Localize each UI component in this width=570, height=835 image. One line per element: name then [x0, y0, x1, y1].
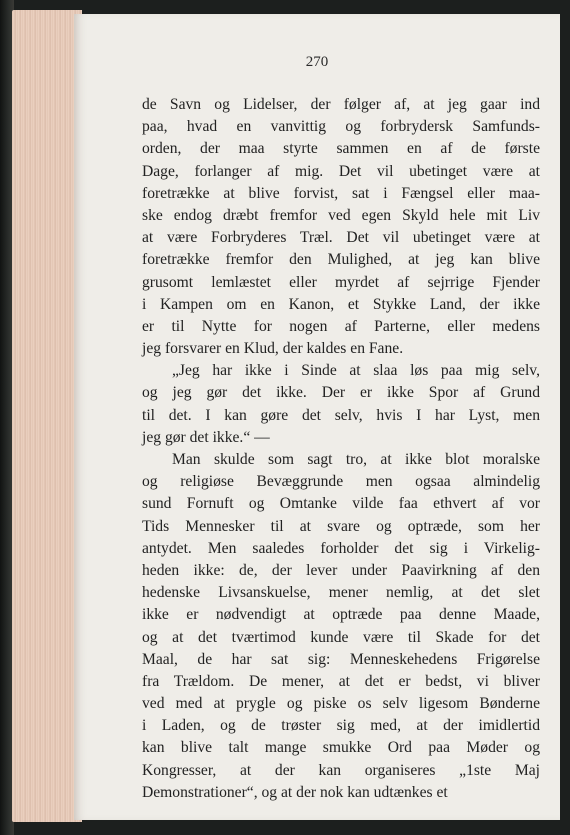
text-line: orden, der maa styrte sammen en af de første	[142, 140, 540, 158]
text-line: sund Fornuft og Omtanke vilde faa ethvert af vor	[142, 495, 540, 513]
text-line: Man skulde som sagt tro, at ikke blot moralske	[172, 451, 540, 468]
text-line: til det. I kan gøre det selv, hvis I har Lyst, men	[142, 406, 540, 424]
text-line: grusomt lemlæstet eller myrdet af sejrrige Fjender	[142, 273, 540, 291]
page-edges	[12, 10, 82, 822]
text-line: Tids Mennesker til at svare og optræde, som her	[142, 517, 540, 535]
text-line: de Savn og Lidelser, der følger af, at jeg gaar ind	[142, 96, 540, 113]
text-line: jeg gør det ikke.“ —	[142, 428, 270, 446]
text-line: foretrække at blive forvist, sat i Fængsel eller maa-	[142, 184, 540, 202]
text-line: jeg forsvarer en Klud, der kaldes en Fane.	[142, 340, 404, 358]
text-line: kan blive talt mange smukke Ord paa Møder og	[142, 739, 540, 757]
text-line: paa, hvad en vanvittig og forbrydersk Samfunds-	[142, 118, 540, 136]
text-line: ved med at prygle og piske os selv ligesom Bønderne	[142, 695, 540, 713]
text-line: hedenske Livsanskuelse, mener nemlig, at det slet	[142, 584, 540, 602]
text-line: ikke er nødvendigt at optræde paa denne Maade,	[142, 606, 540, 624]
text-line: foretrække fremfor den Mulighed, at jeg kan blive	[142, 251, 540, 269]
book-page	[74, 14, 560, 820]
text-line: i Kampen om en Kanon, et Stykke Land, der ikke	[142, 295, 540, 313]
text-line: i Laden, og de trøster sig med, at der imidlertid	[142, 717, 540, 735]
text-line: fra Trældom. De mener, at det er bedst, vi bliver	[142, 672, 540, 690]
text-line: at være Forbryderes Træl. Det vil ubetinget være at	[142, 229, 540, 247]
text-line: Dage, forlanger af mig. Det vil ubetinget være at	[142, 162, 540, 180]
text-line: antydet. Men saaledes forholder det sig i Virkelig-	[142, 539, 540, 557]
text-line: Maal, de har sat sig: Menneskehedens Frigørelse	[142, 650, 540, 668]
text-line: er til Nytte for nogen af Parterne, eller medens	[142, 317, 540, 335]
body-text	[142, 94, 540, 804]
text-line: „Jeg har ikke i Sinde at slaa løs paa mig selv,	[172, 362, 540, 380]
page-number: 270	[305, 54, 329, 70]
text-line: ske endog dræbt fremfor ved egen Skyld hele mit Liv	[142, 206, 540, 224]
text-line: og jeg gør det ikke. Der er ikke Spor af Grund	[142, 384, 540, 402]
text-line: Kongresser, at der kan organiseres „1ste Maj	[142, 761, 540, 779]
text-line: Demonstrationer“, og at der nok kan udtænkes et	[142, 783, 448, 801]
text-line: og at det tværtimod kunde være til Skade for det	[142, 628, 540, 646]
text-line: og religiøse Bevæggrunde men ogsaa almindelig	[142, 473, 540, 491]
text-line: heden ikke: de, der lever under Paavirkning af den	[142, 561, 540, 579]
